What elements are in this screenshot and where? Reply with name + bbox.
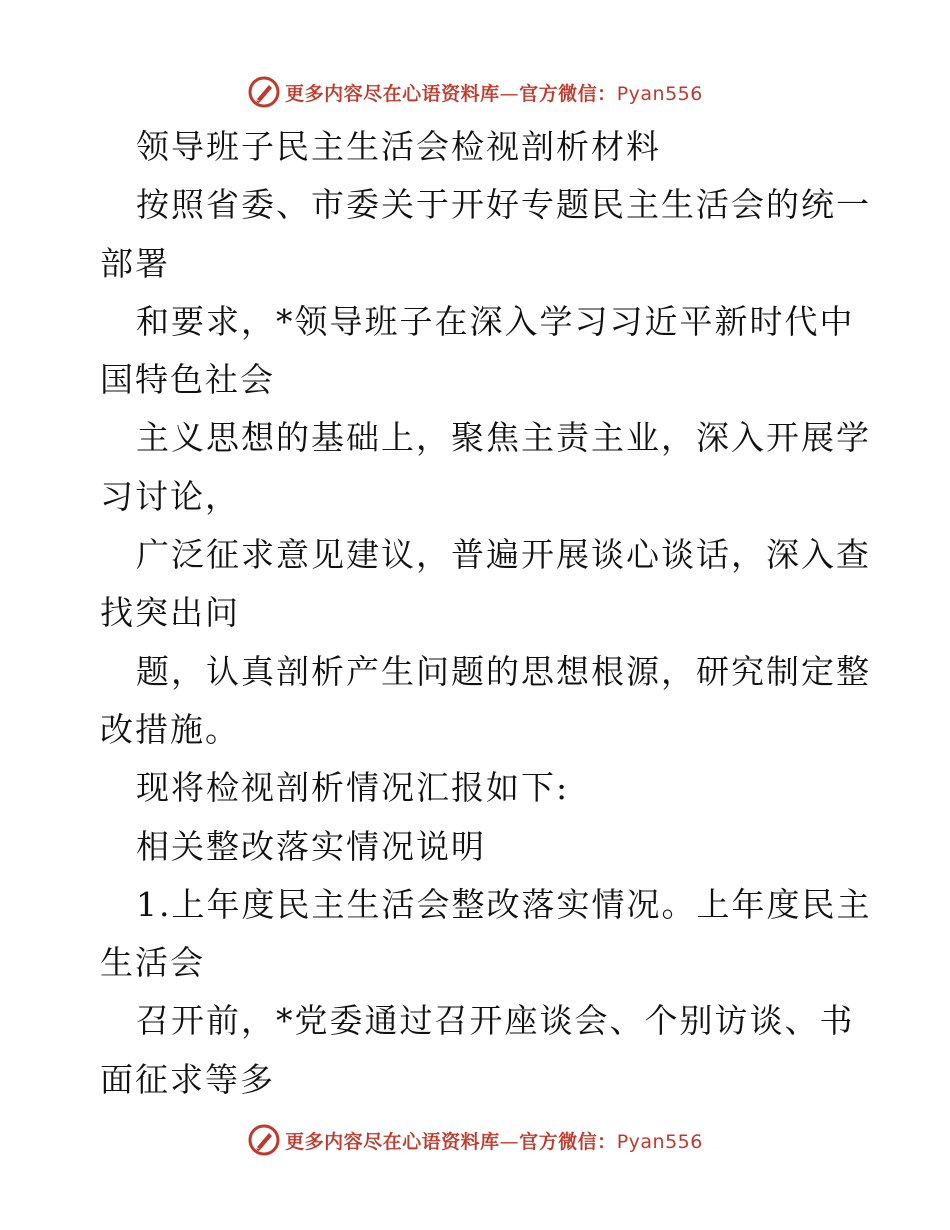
watermark-text: 更多内容尽在心语资料库—官方微信：Pyan556: [285, 1130, 703, 1153]
text-line: 召开前，*党委通过召开座谈会、个别访谈、书: [136, 1001, 855, 1041]
text-line: 领导班子民主生活会检视剖析材料: [136, 127, 661, 166]
document-body: [100, 118, 872, 1109]
text-line: 习讨论，: [100, 476, 240, 516]
text-line: 现将检视剖析情况汇报如下:: [136, 768, 570, 808]
text-line: 广泛征求意见建议，普遍开展谈心谈话，深入查: [136, 535, 871, 575]
text-line: 找突出问: [100, 593, 240, 633]
watermark-text: 更多内容尽在心语资料库—官方微信：Pyan556: [285, 82, 703, 105]
text-line: 相关整改落实情况说明: [136, 826, 486, 866]
text-line: 改措施。: [100, 709, 240, 749]
pen-logo-icon: [247, 1123, 281, 1157]
header-watermark: [0, 72, 950, 112]
text-line: 生活会: [100, 943, 205, 983]
footer-watermark: [0, 1120, 950, 1160]
text-line: 部署: [100, 243, 170, 283]
pen-logo-icon: [247, 75, 281, 109]
text-line: 面征求等多: [100, 1059, 275, 1099]
text-line: 1.上年度民主生活会整改落实情况。上年度民主: [136, 884, 872, 924]
text-line: 和要求，*领导班子在深入学习习近平新时代中: [136, 301, 855, 341]
text-line: 按照省委、市委关于开好专题民主生活会的统一: [136, 185, 871, 225]
text-line: 题，认真剖析产生问题的思想根源，研究制定整: [136, 651, 871, 691]
text-line: 主义思想的基础上，聚焦主责主业，深入开展学: [136, 418, 871, 458]
text-line: 国特色社会: [100, 360, 275, 400]
